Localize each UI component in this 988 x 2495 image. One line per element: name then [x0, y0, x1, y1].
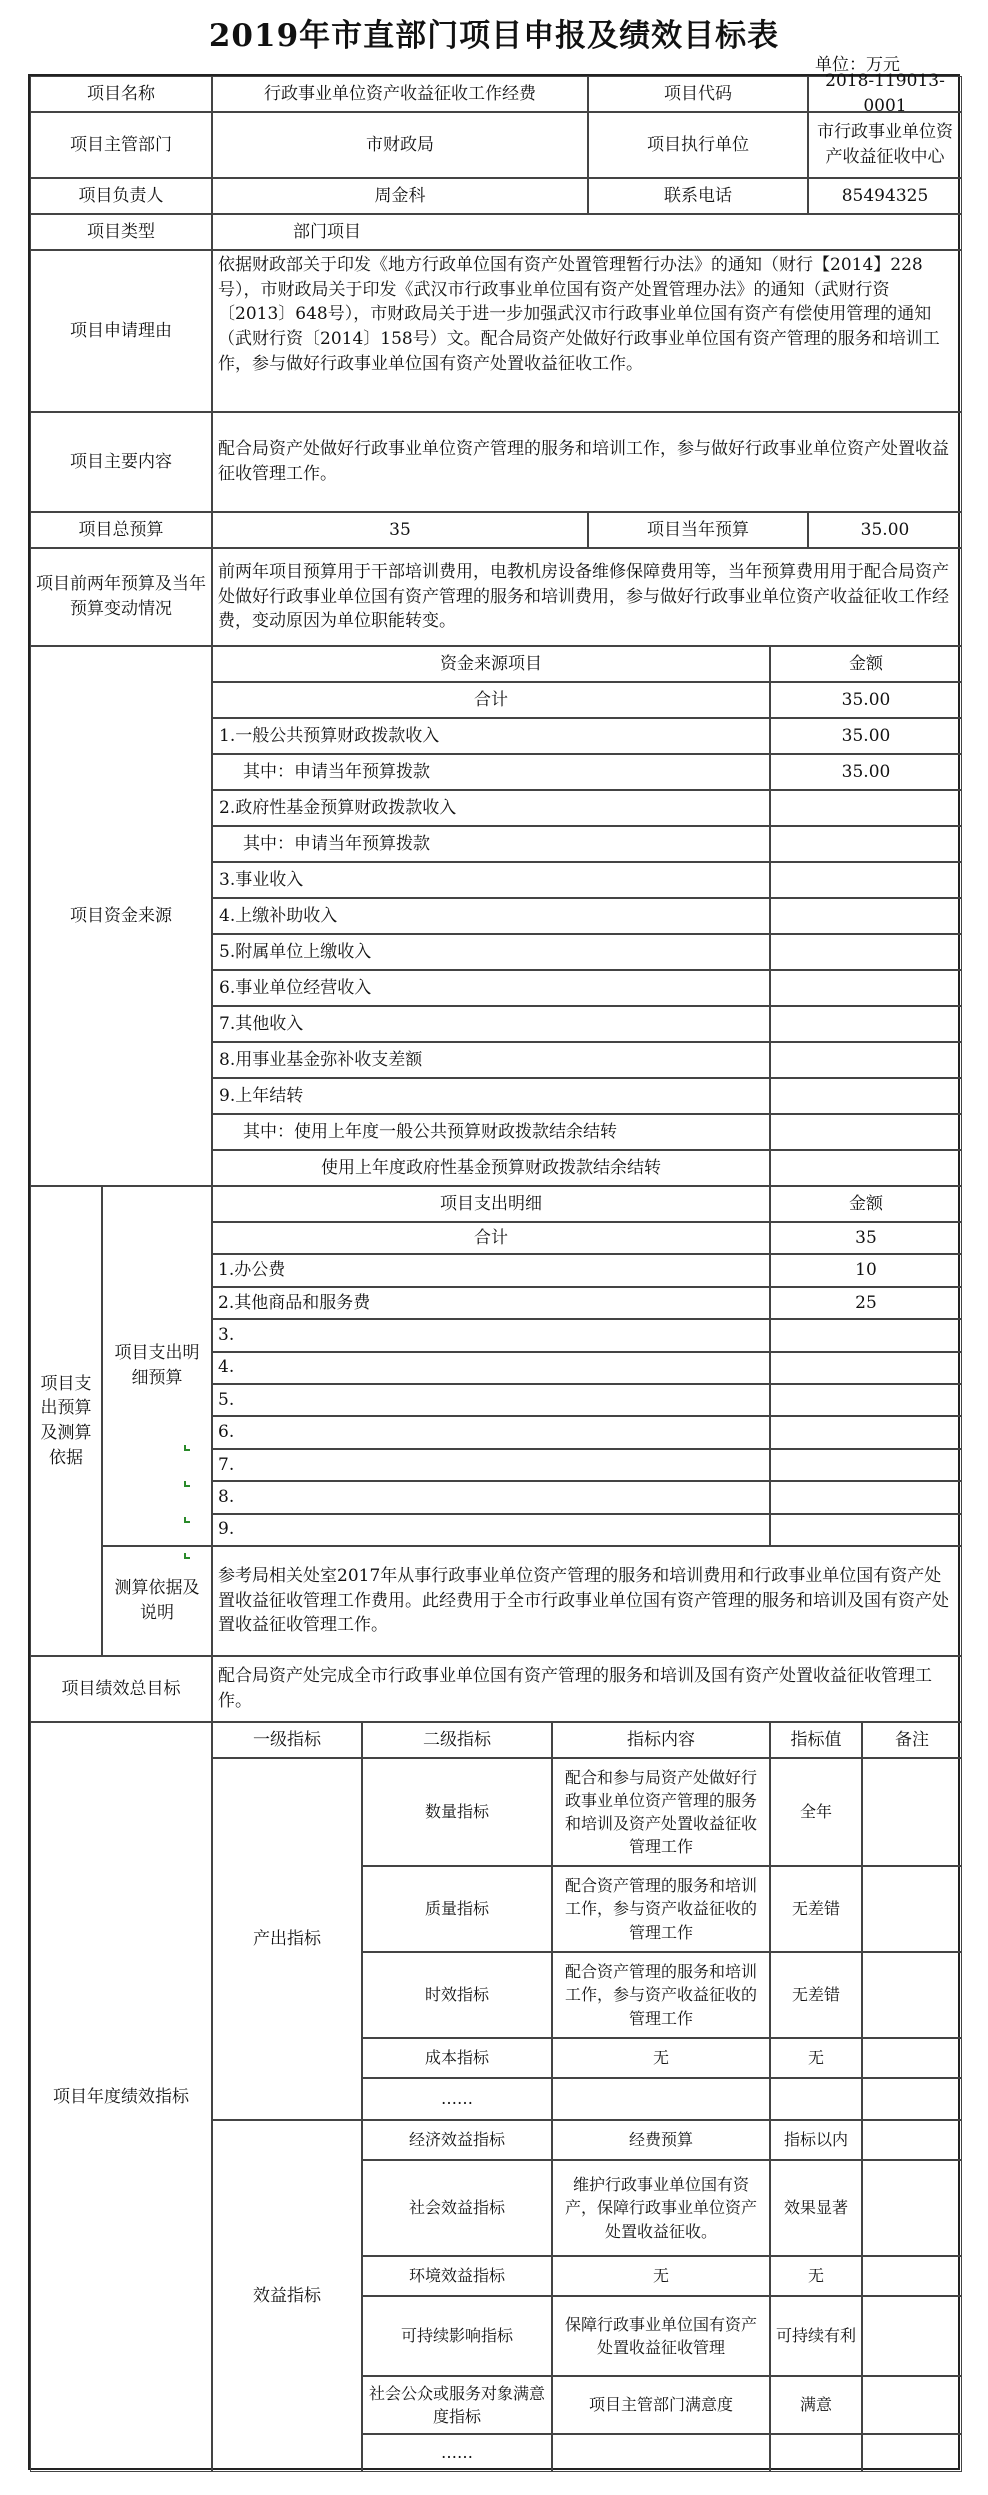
perf-indicator-value: 无差错 [770, 1952, 862, 2038]
goal-label: 项目绩效总目标 [30, 1656, 212, 1722]
funds-row-amount [770, 1042, 962, 1078]
expense-row-amount [770, 1319, 962, 1351]
expense-row-item: 9. [212, 1514, 770, 1546]
exec-unit-value: 市行政事业单位资产收益征收中心 [808, 112, 962, 178]
funds-row-item: 5.附属单位上缴收入 [212, 934, 770, 970]
unit-label: 单位：万元 [815, 55, 900, 75]
perf-indicator-name: 社会公众或服务对象满意度指标 [362, 2376, 552, 2434]
perf-indicator-name: 时效指标 [362, 1952, 552, 2038]
funds-row-item: 4.上缴补助收入 [212, 898, 770, 934]
content-label: 项目主要内容 [30, 412, 212, 512]
funds-row-item: 其中：使用上年度一般公共预算财政拨款结余结转 [212, 1114, 770, 1150]
funds-row-amount [770, 790, 962, 826]
perf-indicator-value [770, 2078, 862, 2120]
phone-value: 85494325 [808, 178, 962, 214]
funds-row-item: 9.上年结转 [212, 1078, 770, 1114]
perf-indicator-note [862, 2376, 962, 2434]
expense-row-amount [770, 1481, 962, 1513]
perf-indicator-value [770, 2434, 862, 2472]
funds-row-amount [770, 970, 962, 1006]
funds-row-amount: 35.00 [770, 754, 962, 790]
project-code-value: 2018-119013-0001 [808, 76, 962, 112]
perf-indicator-note [862, 2038, 962, 2078]
expense-row-item: 4. [212, 1352, 770, 1384]
perf-indicator-value: 可持续有利 [770, 2296, 862, 2376]
project-name-value: 行政事业单位资产收益征收工作经费 [212, 76, 588, 112]
perf-indicator-name: …… [362, 2078, 552, 2120]
funds-row-amount [770, 826, 962, 862]
perf-indicator-name: 数量指标 [362, 1758, 552, 1866]
expense-row-item: 2.其他商品和服务费 [212, 1287, 770, 1319]
person-value: 周金科 [212, 178, 588, 214]
expense-row-item: 5. [212, 1384, 770, 1416]
funds-row-item: 8.用事业基金弥补收支差额 [212, 1042, 770, 1078]
funds-row-amount [770, 1006, 962, 1042]
expense-row-item: 1.办公费 [212, 1254, 770, 1286]
expense-row-item: 合计 [212, 1222, 770, 1254]
funds-row-item: 1.一般公共预算财政拨款收入 [212, 718, 770, 754]
expense-header-item: 项目支出明细 [212, 1186, 770, 1222]
perf-indicator-note [862, 1866, 962, 1952]
reason-label: 项目申请理由 [30, 250, 212, 412]
basis-label: 测算依据及说明 [102, 1546, 212, 1656]
expense-row-amount [770, 1449, 962, 1481]
perf-indicator-content: 配合和参与局资产处做好行政事业单位资产管理的服务和培训及资产处置收益征收管理工作 [552, 1758, 770, 1866]
perf-header-level1: 一级指标 [212, 1722, 362, 1758]
perf-indicator-value: 满意 [770, 2376, 862, 2434]
benefit-indicator-label: 效益指标 [212, 2120, 362, 2472]
funds-row-item: 其中：申请当年预算拨款 [212, 826, 770, 862]
perf-indicator-name: 质量指标 [362, 1866, 552, 1952]
perf-indicator-note [862, 2120, 962, 2160]
perf-header-level2: 二级指标 [362, 1722, 552, 1758]
expense-row-item: 3. [212, 1319, 770, 1351]
project-name-label: 项目名称 [30, 76, 212, 112]
funds-row-item: 其中：申请当年预算拨款 [212, 754, 770, 790]
funds-row-item: 7.其他收入 [212, 1006, 770, 1042]
funds-row-amount [770, 862, 962, 898]
perf-indicator-name: 经济效益指标 [362, 2120, 552, 2160]
cell-marker-icon [184, 1517, 190, 1523]
year-budget-label: 项目当年预算 [588, 512, 808, 548]
phone-label: 联系电话 [588, 178, 808, 214]
perf-indicator-value: 全年 [770, 1758, 862, 1866]
expense-row-item: 7. [212, 1449, 770, 1481]
funds-header-amount: 金额 [770, 646, 962, 682]
expense-detail-label: 项目支出明细预算 [102, 1186, 212, 1546]
basis-value: 参考局相关处室2017年从事行政事业单位资产管理的服务和培训费用和行政事业单位国有资产处置收益征收管理工作费用。此经费用于全市行政事业单位国有资产管理的服务和培训及国有资产处置收益征收管理工作。 [212, 1546, 962, 1656]
perf-indicator-value: 无 [770, 2038, 862, 2078]
perf-indicator-content [552, 2434, 770, 2472]
perf-indicator-note [862, 2434, 962, 2472]
expense-row-item: 8. [212, 1481, 770, 1513]
funds-label: 项目资金来源 [30, 646, 212, 1186]
project-code-label: 项目代码 [588, 76, 808, 112]
page-title: 2019年市直部门项目申报及绩效目标表 [208, 18, 780, 54]
dept-label: 项目主管部门 [30, 112, 212, 178]
expense-row-amount: 10 [770, 1254, 962, 1286]
perf-indicator-name: …… [362, 2434, 552, 2472]
perf-indicator-content: 配合资产管理的服务和培训工作，参与资产收益征收的管理工作 [552, 1952, 770, 2038]
perf-header-content: 指标内容 [552, 1722, 770, 1758]
cell-marker-icon [184, 1553, 190, 1559]
funds-header-item: 资金来源项目 [212, 646, 770, 682]
perf-indicator-note [862, 2256, 962, 2296]
perf-indicator-name: 可持续影响指标 [362, 2296, 552, 2376]
year-budget-value: 35.00 [808, 512, 962, 548]
perf-header-value: 指标值 [770, 1722, 862, 1758]
perf-indicator-note [862, 1758, 962, 1866]
perf-indicator-content: 项目主管部门满意度 [552, 2376, 770, 2434]
perf-indicator-note [862, 2078, 962, 2120]
perf-label: 项目年度绩效指标 [30, 1722, 212, 2472]
expense-header-amount: 金额 [770, 1186, 962, 1222]
expense-row-amount: 35 [770, 1222, 962, 1254]
funds-row-amount [770, 898, 962, 934]
type-label: 项目类型 [30, 214, 212, 250]
perf-indicator-content: 无 [552, 2038, 770, 2078]
expense-row-amount [770, 1514, 962, 1546]
perf-indicator-name: 环境效益指标 [362, 2256, 552, 2296]
expense-row-amount [770, 1416, 962, 1448]
application-form [28, 71, 960, 2470]
perf-indicator-content [552, 2078, 770, 2120]
perf-indicator-value: 无差错 [770, 1866, 862, 1952]
funds-row-item: 3.事业收入 [212, 862, 770, 898]
perf-header-note: 备注 [862, 1722, 962, 1758]
exec-unit-label: 项目执行单位 [588, 112, 808, 178]
cell-marker-icon [184, 1481, 190, 1487]
perf-indicator-content: 配合资产管理的服务和培训工作，参与资产收益征收的管理工作 [552, 1866, 770, 1952]
perf-indicator-name: 成本指标 [362, 2038, 552, 2078]
funds-row-item: 6.事业单位经营收入 [212, 970, 770, 1006]
total-budget-value: 35 [212, 512, 588, 548]
expense-row-item: 6. [212, 1416, 770, 1448]
perf-indicator-value: 指标以内 [770, 2120, 862, 2160]
perf-indicator-content: 无 [552, 2256, 770, 2296]
perf-indicator-note [862, 2160, 962, 2256]
funds-row-amount: 35.00 [770, 682, 962, 718]
perf-indicator-value: 无 [770, 2256, 862, 2296]
dept-value: 市财政局 [212, 112, 588, 178]
expense-row-amount [770, 1352, 962, 1384]
funds-row-item: 2.政府性基金预算财政拨款收入 [212, 790, 770, 826]
content-value: 配合局资产处做好行政事业单位资产管理的服务和培训工作，参与做好行政事业单位资产处置收益征收管理工作。 [212, 412, 962, 512]
perf-indicator-name: 社会效益指标 [362, 2160, 552, 2256]
perf-indicator-content: 维护行政事业单位国有资产，保障行政事业单位资产处置收益征收。 [552, 2160, 770, 2256]
person-label: 项目负责人 [30, 178, 212, 214]
expense-row-amount [770, 1384, 962, 1416]
reason-value: 依据财政部关于印发《地方行政单位国有资产处置管理暂行办法》的通知（财行【2014】228号），市财政局关于印发《武汉市行政事业单位国有资产处置管理办法》的通知（武财行资〔2013〕648号），市财政局关于进一步加强武汉市行政事业单位国有资产有偿使用管理的通知（武财行资〔2014〕158号）文。配合局资产处做好行政事业单位国有资产管理的服务和培训工作，参与做好行政事业单位国有资产处置收益征收工作。 [212, 250, 962, 412]
total-budget-label: 项目总预算 [30, 512, 212, 548]
funds-row-amount [770, 934, 962, 970]
expense-label: 项目支出预算及测算依据 [30, 1186, 102, 1656]
type-value: 部门项目 [212, 214, 962, 250]
funds-row-amount [770, 1114, 962, 1150]
output-indicator-label: 产出指标 [212, 1758, 362, 2120]
cell-marker-icon [184, 1445, 190, 1451]
expense-row-amount: 25 [770, 1287, 962, 1319]
goal-value: 配合局资产处完成全市行政事业单位国有资产管理的服务和培训及国有资产处置收益征收管理工作。 [212, 1656, 962, 1722]
perf-indicator-note [862, 2296, 962, 2376]
funds-row-item: 使用上年度政府性基金预算财政拨款结余结转 [212, 1150, 770, 1186]
perf-indicator-content: 经费预算 [552, 2120, 770, 2160]
change-value: 前两年项目预算用于干部培训费用，电教机房设备维修保障费用等，当年预算费用用于配合局资产处做好行政事业单位国有资产管理的服务和培训费用，参与做好行政事业单位资产收益征收工作经费，变动原因为单位职能转变。 [212, 548, 962, 646]
funds-row-item: 合计 [212, 682, 770, 718]
perf-indicator-note [862, 1952, 962, 2038]
funds-row-amount: 35.00 [770, 718, 962, 754]
funds-row-amount [770, 1150, 962, 1186]
funds-row-amount [770, 1078, 962, 1114]
change-label: 项目前两年预算及当年预算变动情况 [30, 548, 212, 646]
perf-indicator-value: 效果显著 [770, 2160, 862, 2256]
perf-indicator-content: 保障行政事业单位国有资产处置收益征收管理 [552, 2296, 770, 2376]
